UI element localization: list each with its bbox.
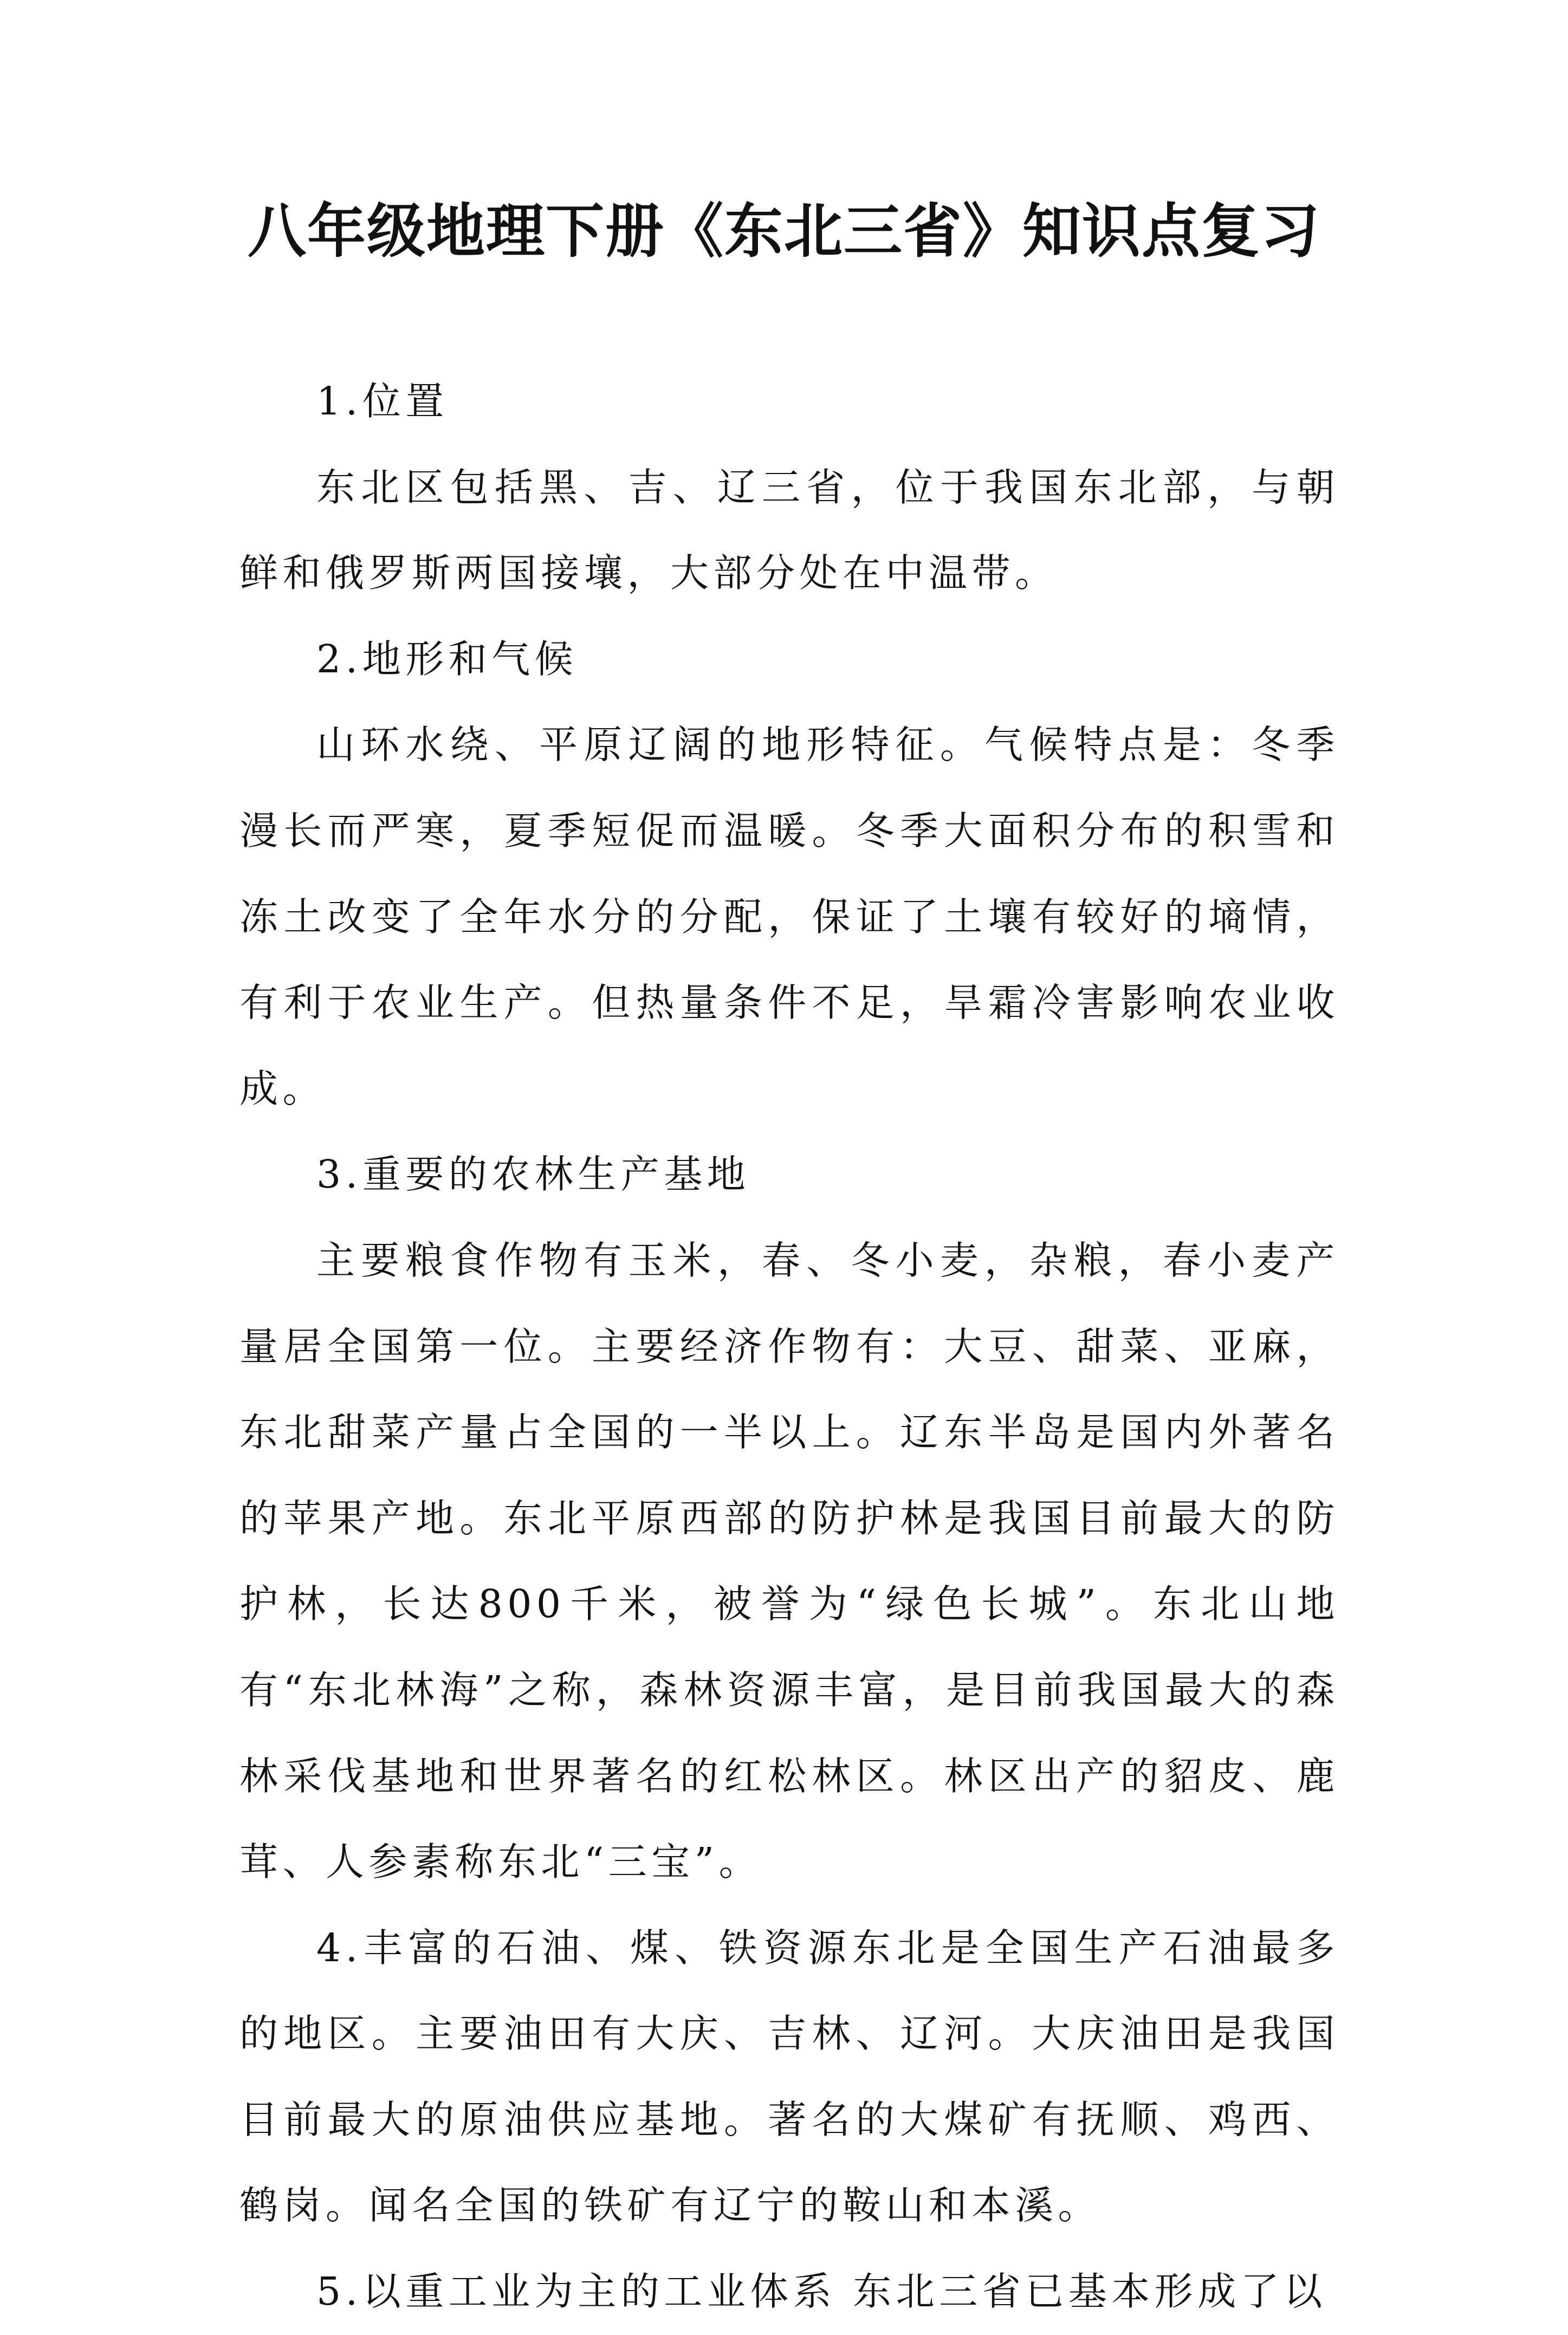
- paragraph-resources: 4.丰富的石油、煤、铁资源东北是全国生产石油最多的地区。主要油田有大庆、吉林、辽河。大庆油田是我国目前最大的原油供应基地。著名的大煤矿有抚顺、鸡西、鹤岗。闻名全国的铁矿有辽宁的鞍山和本溪。: [239, 1925, 1339, 2228]
- heading-terrain-climate: 2.地形和气候: [316, 636, 578, 682]
- heading-agriculture-forestry: 3.重要的农林生产基地: [316, 1152, 750, 1197]
- document-title: 八年级地理下册《东北三省》知识点复习: [247, 197, 1320, 265]
- paragraph-heavy-industry: 5.以重工业为主的工业体系 东北三省已基本形成了以: [316, 2269, 1327, 2314]
- paragraph-agriculture-forestry: 主要粮食作物有玉米，春、冬小麦，杂粮，春小麦产量居全国第一位。主要经济作物有：大豆、甜菜、亚麻，东北甜菜产量占全国的一半以上。辽东半岛是国内外著名的苹果产地。东北平原西部的防护林是我国目前最大的防护林，长达800千米，被誉为“绿色长城”。东北山地有“东北林海”之称，森林资源丰富，是目前我国最大的森林采伐基地和世界著名的红松林区。林区出产的貂皮、鹿茸、人参素称东北“三宝”。: [239, 1237, 1339, 1885]
- paragraph-location: 东北区包括黑、吉、辽三省，位于我国东北部，与朝鲜和俄罗斯两国接壤，大部分处在中温带。: [239, 464, 1339, 596]
- paragraph-terrain-climate: 山环水绕、平原辽阔的地形特征。气候特点是：冬季漫长而严寒，夏季短促而温暖。冬季大面积分布的积雪和冻土改变了全年水分的分配，保证了土壤有较好的墒情，有利于农业生产。但热量条件不足，旱霜冷害影响农业收成。: [239, 722, 1339, 1111]
- document-body: [239, 359, 1339, 2335]
- heading-location: 1.位置: [316, 379, 449, 424]
